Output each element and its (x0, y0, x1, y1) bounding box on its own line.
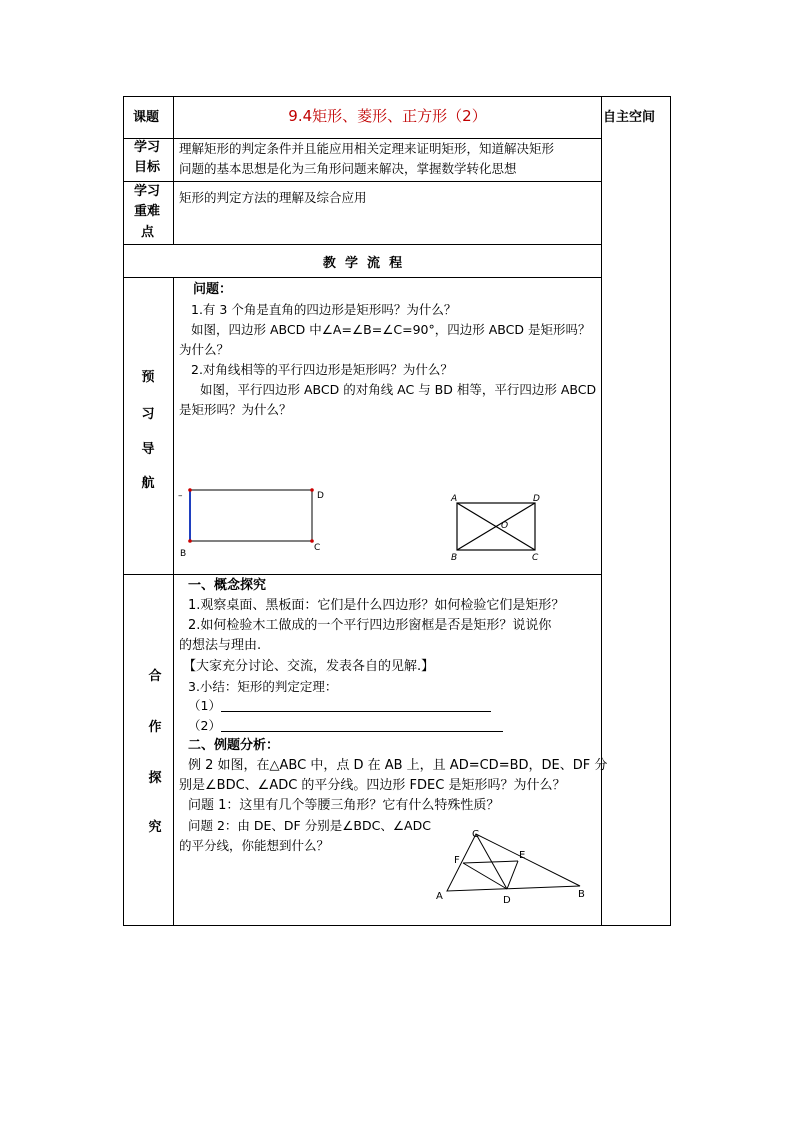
fig1-label-b: B (180, 549, 187, 559)
goals-text-2: 问题的基本思想是化为三角形问题来解决，掌握数学转化思想 (179, 161, 517, 176)
row-divider-4 (123, 277, 601, 278)
preview-q1-detail-1: 如图，四边形 ABCD 中∠A=∠B=∠C=90°，四边形 ABCD 是矩形吗？ (191, 322, 591, 337)
preview-q1-detail-2: 为什么？ (179, 342, 230, 357)
preview-problem-title: 问题： (193, 282, 233, 297)
fig3-label-f: F (454, 855, 460, 866)
fig2-label-o: O (501, 521, 509, 531)
keypoints-label-3: 点 (141, 225, 155, 240)
coop-summary: 3.小结：矩形的判定定理： (188, 679, 338, 694)
lesson-title: 9.4矩形、菱形、正方形（2） (288, 107, 487, 125)
fig3-label-c: C (472, 829, 479, 840)
preview-q2: 2.对角线相等的平行四边形是矩形吗？为什么？ (191, 362, 453, 377)
fig3-label-e: E (519, 850, 526, 861)
fig2-label-b: B (451, 553, 458, 563)
self-space-label: 自主空间 (603, 110, 656, 125)
goals-label-1: 学习 (134, 140, 161, 155)
fig1-label-c: C (314, 543, 321, 553)
coop-question1: 问题 1：这里有几个等腰三角形？它有什么特殊性质？ (188, 798, 500, 813)
coop-side-char-2: 作 (148, 720, 162, 735)
preview-side-char-3: 导 (141, 442, 155, 457)
goals-text-1: 理解矩形的判定条件并且能应用相关定理来证明矩形，知道解决矩形 (179, 141, 555, 156)
row-divider-2 (123, 181, 601, 182)
coop-side-char-3: 探 (148, 771, 162, 786)
figure-quadrilateral (176, 484, 336, 560)
preview-side-char-1: 预 (141, 370, 155, 385)
table-border-left (123, 96, 124, 926)
flow-title: 教 学 流 程 (322, 256, 403, 271)
goals-label-2: 目标 (134, 160, 161, 175)
preview-side-char-4: 航 (141, 476, 155, 491)
coop-section2-title: 二、例题分析： (188, 738, 280, 753)
table-border-bottom (123, 925, 671, 926)
table-border-top (123, 96, 671, 97)
column-divider-2 (601, 96, 602, 926)
coop-item2-line2: 的想法与理由. (179, 638, 262, 653)
coop-blank2-label: （2） (188, 718, 221, 733)
coop-example-line2: 别是∠BDC、∠ADC 的平分线。四边形 FDEC 是矩形吗？为什么？ (179, 778, 566, 793)
fig2-label-a: A (451, 494, 458, 504)
coop-question2-line1: 问题 2：由 DE、DF 分别是∠BDC、∠ADC (188, 818, 431, 833)
figure-triangle-abc (430, 822, 595, 910)
course-label: 课题 (133, 110, 160, 125)
coop-blank1-line[interactable] (221, 711, 491, 712)
fig3-label-b: B (578, 889, 585, 900)
figure-parallelogram-diagonals (446, 490, 550, 566)
fig1-label-a: – (178, 491, 183, 501)
coop-discussion: 【大家充分讨论、交流，发表各自的见解.】 (183, 659, 435, 674)
preview-q2-detail-1: 如图，平行四边形 ABCD 的对角线 AC 与 BD 相等，平行四边形 ABCD (200, 382, 597, 397)
coop-blank2-line[interactable] (221, 731, 503, 732)
table-border-right (670, 96, 671, 926)
coop-section1-title: 一、概念探究 (188, 578, 267, 593)
coop-example-line1: 例 2 如图，在△ABC 中，点 D 在 AB 上，且 AD=CD=BD，DE、DF 分 (188, 758, 608, 773)
row-divider-3 (123, 244, 601, 245)
preview-q2-detail-2: 是矩形吗？为什么？ (179, 402, 292, 417)
coop-side-char-4: 究 (148, 820, 162, 835)
coop-side-char-1: 合 (148, 669, 162, 684)
fig3-label-d: D (503, 895, 511, 906)
row-divider-5 (123, 574, 601, 575)
coop-item1: 1.观察桌面、黑板面：它们是什么四边形？如何检验它们是矩形？ (188, 598, 565, 613)
fig2-label-c: C (532, 553, 539, 563)
fig2-label-d: D (533, 494, 540, 504)
preview-side-char-2: 习 (141, 407, 155, 422)
keypoints-label-1: 学习 (134, 184, 161, 199)
coop-question2-line2: 的平分线，你能想到什么？ (179, 838, 330, 853)
keypoints-label-2: 重难 (134, 204, 161, 219)
fig1-label-d: D (317, 491, 324, 501)
fig3-label-a: A (436, 891, 443, 902)
preview-q1: 1.有 3 个角是直角的四边形是矩形吗？为什么？ (191, 302, 457, 317)
coop-blank1-label: （1） (188, 698, 221, 713)
coop-item2-line1: 2.如何检验木工做成的一个平行四边形窗框是否是矩形？说说你 (188, 618, 552, 633)
keypoints-text: 矩形的判定方法的理解及综合应用 (179, 190, 367, 205)
